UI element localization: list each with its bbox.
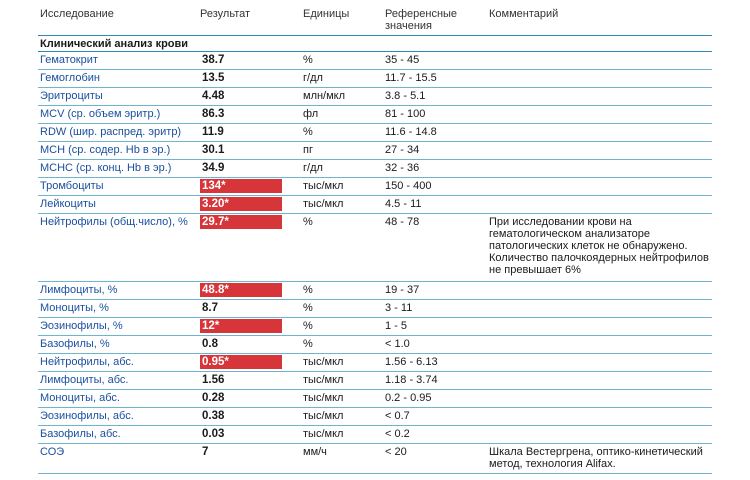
table-row — [38, 282, 712, 300]
reference-range: 81 - 100 — [385, 108, 426, 120]
unit-value: г/дл — [303, 162, 323, 174]
table-row — [38, 88, 712, 106]
reference-range: 11.6 - 14.8 — [385, 126, 437, 138]
unit-value: % — [303, 216, 313, 228]
unit-value: мм/ч — [303, 446, 327, 458]
result-value: 0.03 — [202, 428, 225, 440]
reference-range: 11.7 - 15.5 — [385, 72, 437, 84]
table-row — [38, 444, 712, 474]
reference-range: 32 - 36 — [385, 162, 420, 174]
result-value: 0.28 — [202, 392, 225, 404]
unit-value: % — [303, 338, 313, 350]
test-name: СОЭ — [40, 446, 65, 458]
flagged-result: 48.8* — [200, 283, 282, 297]
unit-value: тыс/мкл — [303, 374, 344, 386]
reference-range: 150 - 400 — [385, 180, 432, 192]
test-name: Базофилы, абс. — [40, 428, 121, 440]
header-comment: Комментарий — [489, 8, 559, 20]
unit-value: % — [303, 54, 313, 66]
section-title: Клинический анализ крови — [40, 38, 189, 50]
table-row — [38, 214, 712, 282]
test-name: MCHC (ср. конц. Hb в эр.) — [40, 162, 172, 174]
test-name: Лейкоциты — [40, 198, 96, 210]
test-name: Эритроциты — [40, 90, 103, 102]
reference-range: 3.8 - 5.1 — [385, 90, 426, 102]
table-row — [38, 70, 712, 88]
result-value: 4.48 — [202, 90, 225, 102]
unit-value: % — [303, 126, 313, 138]
table-row — [38, 160, 712, 178]
unit-value: тыс/мкл — [303, 356, 344, 368]
table-row — [38, 196, 712, 214]
result-value: 38.7 — [202, 54, 225, 66]
test-name: Нейтрофилы (общ.число), % — [40, 216, 188, 228]
comment-text: Шкала Вестергрена, оптико-кинетический метод, технология Alifax. — [489, 446, 703, 470]
table-row — [38, 354, 712, 372]
test-name: Нейтрофилы, абс. — [40, 356, 134, 368]
result-value: 8.7 — [202, 302, 218, 314]
test-name: Моноциты, % — [40, 302, 109, 314]
result-value: 0.8 — [202, 338, 218, 350]
reference-range: 4.5 - 11 — [385, 198, 422, 210]
table-row — [38, 318, 712, 336]
test-name: Тромбоциты — [40, 180, 104, 192]
header-divider — [38, 35, 712, 36]
reference-range: 1.18 - 3.74 — [385, 374, 438, 386]
reference-range: 48 - 78 — [385, 216, 420, 228]
test-name: Эозинофилы, абс. — [40, 410, 134, 422]
reference-range: 27 - 34 — [385, 144, 420, 156]
reference-range: 19 - 37 — [385, 284, 420, 296]
reference-range: < 20 — [385, 446, 407, 458]
table-row — [38, 408, 712, 426]
reference-range: < 1.0 — [385, 338, 410, 350]
unit-value: фл — [303, 108, 319, 120]
test-name: Лимфоциты, % — [40, 284, 118, 296]
unit-value: % — [303, 284, 313, 296]
test-name: MCH (ср. содер. Hb в эр.) — [40, 144, 171, 156]
row-divider — [38, 473, 712, 474]
flagged-result: 3.20* — [200, 197, 282, 211]
table-row — [38, 336, 712, 354]
reference-range: 1.56 - 6.13 — [385, 356, 438, 368]
header-reference: Референсные значения — [385, 8, 458, 32]
test-name: Лимфоциты, абс. — [40, 374, 129, 386]
test-name: MCV (ср. объем эритр.) — [40, 108, 161, 120]
test-name: RDW (шир. распред. эритр) — [40, 126, 182, 138]
unit-value: тыс/мкл — [303, 180, 344, 192]
reference-range: 1 - 5 — [385, 320, 408, 332]
test-name: Базофилы, % — [40, 338, 110, 350]
result-value: 30.1 — [202, 144, 225, 156]
unit-value: пг — [303, 144, 313, 156]
unit-value: % — [303, 320, 313, 332]
unit-value: млн/мкл — [303, 90, 346, 102]
flagged-result: 29.7* — [200, 215, 282, 229]
flagged-result: 12* — [200, 319, 282, 333]
unit-value: тыс/мкл — [303, 198, 344, 210]
result-value: 11.9 — [202, 126, 224, 138]
result-value: 0.38 — [202, 410, 225, 422]
unit-value: тыс/мкл — [303, 392, 344, 404]
result-value: 13.5 — [202, 72, 225, 84]
test-name: Моноциты, абс. — [40, 392, 120, 404]
test-name: Гемоглобин — [40, 72, 100, 84]
table-row — [38, 300, 712, 318]
table-row — [38, 178, 712, 196]
header-units: Единицы — [303, 8, 350, 20]
reference-range: < 0.2 — [385, 428, 410, 440]
test-name: Гематокрит — [40, 54, 98, 66]
table-row — [38, 124, 712, 142]
table-row — [38, 142, 712, 160]
reference-range: 0.2 - 0.95 — [385, 392, 432, 404]
flagged-result: 134* — [200, 179, 282, 193]
unit-value: тыс/мкл — [303, 428, 344, 440]
flagged-result: 0.95* — [200, 355, 282, 369]
reference-range: 35 - 45 — [385, 54, 420, 66]
unit-value: г/дл — [303, 72, 323, 84]
unit-value: тыс/мкл — [303, 410, 344, 422]
result-value: 86.3 — [202, 108, 225, 120]
result-value: 1.56 — [202, 374, 225, 386]
table-row — [38, 390, 712, 408]
header-result: Результат — [200, 8, 251, 20]
comment-text: При исследовании крови на гематологическом анализаторе патологических клеток не обнаружено. Количество палочкоядерных нейтрофилов не превышает 6% — [489, 216, 709, 276]
result-value: 7 — [202, 446, 209, 458]
test-name: Эозинофилы, % — [40, 320, 123, 332]
reference-range: 3 - 11 — [385, 302, 413, 314]
table-row — [38, 372, 712, 390]
header-test: Исследование — [40, 8, 114, 20]
reference-range: < 0.7 — [385, 410, 410, 422]
table-row — [38, 106, 712, 124]
result-value: 34.9 — [202, 162, 225, 174]
table-row — [38, 426, 712, 444]
table-row — [38, 52, 712, 70]
unit-value: % — [303, 302, 313, 314]
